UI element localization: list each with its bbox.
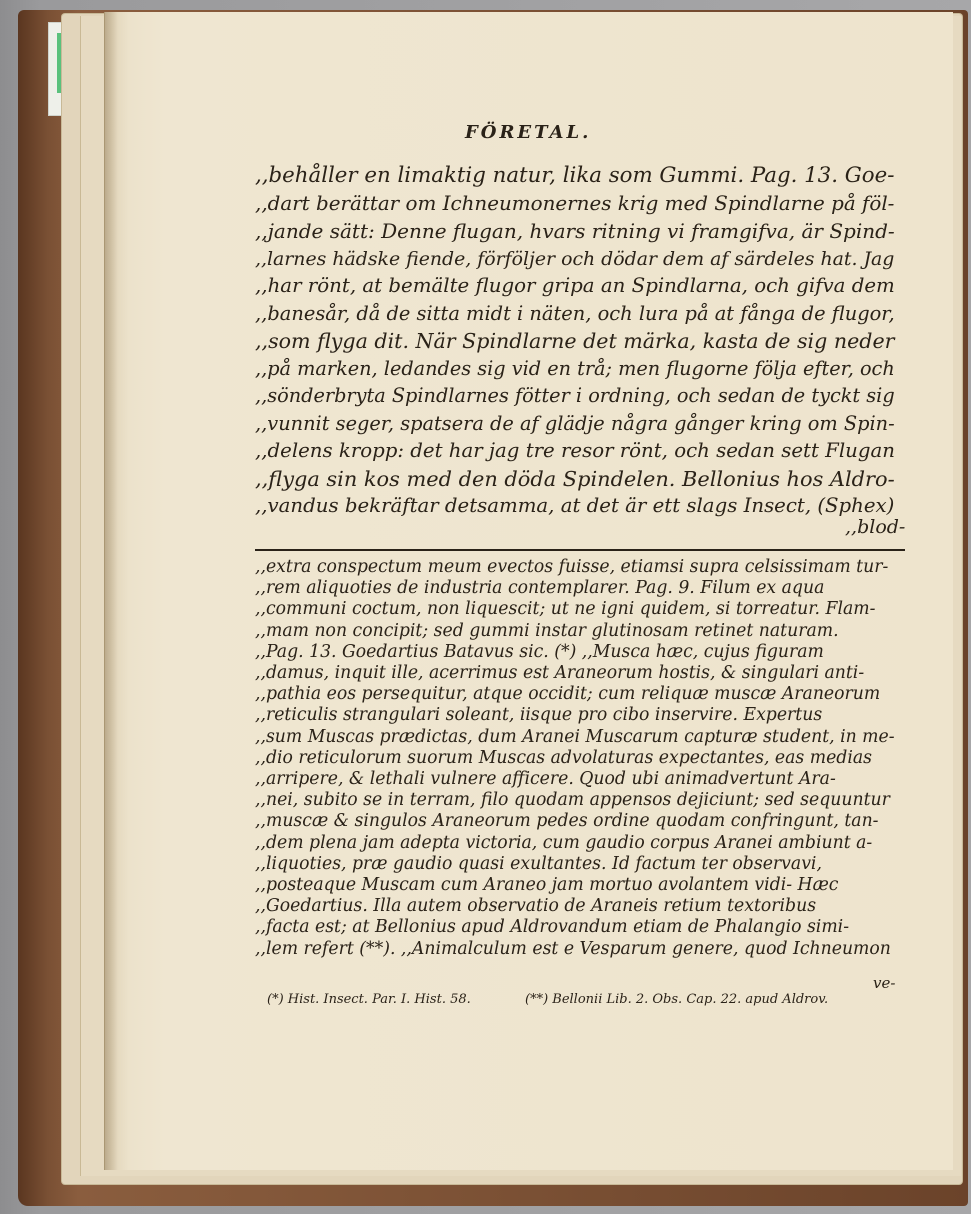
gutter-shadow — [104, 12, 118, 1170]
main-catchword: ,,blod- — [845, 516, 906, 538]
footnote-text-line: ,,damus, inquit ille, acerrimus est Araneorum hostis, & singulari anti- — [255, 663, 865, 683]
main-text-line: ,,som flyga dit. När Spindlarne det märka, kasta de sig neder — [255, 329, 895, 353]
footnote-text-line: ,,dio reticulorum suorum Muscas advolaturas expectantes, eas medias — [255, 747, 873, 768]
footnote-text-line: ,,extra conspectum meum evectos fuisse, etiamsi supra celsissimam tur- — [255, 557, 889, 577]
main-text-line: ,,vunnit seger, spatsera de af glädje några gånger kring om Spin- — [255, 411, 895, 435]
footnote-text-line: ,,mam non concipit; sed gummi instar glutinosam retinet naturam. — [255, 620, 839, 641]
main-text-line: ,,sönderbryta Spindlarnes fötter i ordning, och sedan de tyckt sig — [255, 384, 895, 407]
footnote-text-line: ,,rem aliquoties de industria contemplarer. Pag. 9. Filum ex aqua — [255, 578, 825, 599]
footnote-text-line: ,,facta est; at Bellonius apud Aldrovandum etiam de Phalangio simi- — [255, 917, 850, 938]
footnote-text-line: ,,posteaque Muscam cum Araneo jam mortuo avolantem vidi- Hæc — [255, 875, 839, 895]
main-text-line: ,,behåller en limaktig natur, lika som Gummi. Pag. 13. Goe- — [255, 163, 895, 188]
main-text-line: ,,larnes hädske fiende, förföljer och dödar dem af särdeles hat. Jag — [255, 247, 895, 270]
footnote-text-line: ,,muscæ & singulos Araneorum pedes ordine quodam confringunt, tan- — [255, 811, 879, 832]
footnote-text-line: ,,communi coctum, non liquescit; ut ne igni quidem, si torreatur. Flam- — [255, 599, 876, 620]
main-text-line: ,,dart berättar om Ichneumonernes krig med Spindlarne på föl- — [255, 191, 895, 215]
footnote-text-line: ,,lem refert (**). ,,Animalculum est e Vesparum genere, quod Ichneumon — [255, 938, 891, 959]
footnote-text-line: ,,nei, subito se in terram, filo quodam appensos dejiciunt; sed sequuntur — [255, 790, 890, 811]
footnote-text-line: ,,liquoties, præ gaudio quasi exultantes. Id factum ter observavi, — [255, 853, 822, 874]
main-text-line: ,,banesår, då de sitta midt i näten, och lura på at fånga de flugor, — [255, 301, 895, 325]
footnote-text-line: ,,sum Muscas prædictas, dum Aranei Muscarum capturæ student, in me- — [255, 726, 895, 747]
main-text-line: ,,jande sätt: Denne flugan, hvars ritning vi framgifva, är Spind- — [255, 219, 895, 243]
footnote-rule — [255, 549, 905, 551]
footnote-text-line: ,,dem plena jam adepta victoria, cum gaudio corpus Aranei ambiunt a- — [255, 832, 873, 853]
footnote-reference-left: (*) Hist. Insect. Par. I. Hist. 58. — [267, 992, 471, 1007]
main-text-line: ,,på marken, ledandes sig vid en trå; men flugorne följa efter, och — [255, 356, 895, 380]
footnote-text-line: ,,arripere, & lethali vulnere afficere. Quod ubi animadvertunt Ara- — [255, 769, 836, 789]
footnote-text-line: ,,reticulis strangulari soleant, iisque pro cibo inservire. Expertus — [255, 705, 823, 726]
main-text-line: ,,delens kropp: det har jag tre resor rönt, och sedan sett Flugan — [255, 439, 895, 462]
page-text — [255, 0, 905, 1214]
main-text-line: ,,har rönt, at bemälte flugor gripa an Spindlarna, och gifva dem — [255, 274, 895, 297]
footnote-text-line: ,,pathia eos persequitur, atque occidit; cum reliquæ muscæ Araneorum — [255, 684, 881, 705]
footnote-catchword: ve- — [873, 974, 896, 992]
footnote-reference-right: (**) Bellonii Lib. 2. Obs. Cap. 22. apud Aldrov. — [525, 992, 829, 1007]
main-text-line: ,,vandus bekräftar detsamma, at det är ett slags Insect, (Sphex) — [255, 494, 895, 517]
page-heading: FÖRETAL. — [465, 122, 592, 143]
main-text-line: ,,flyga sin kos med den döda Spindelen. Bellonius hos Aldro- — [255, 466, 895, 491]
footnote-text-line: ,,Goedartius. Illa autem observatio de Araneis retium textoribus — [255, 896, 817, 917]
footnote-text-line: ,,Pag. 13. Goedartius Batavus sic. (*) ,,Musca hæc, cujus figuram — [255, 641, 824, 662]
